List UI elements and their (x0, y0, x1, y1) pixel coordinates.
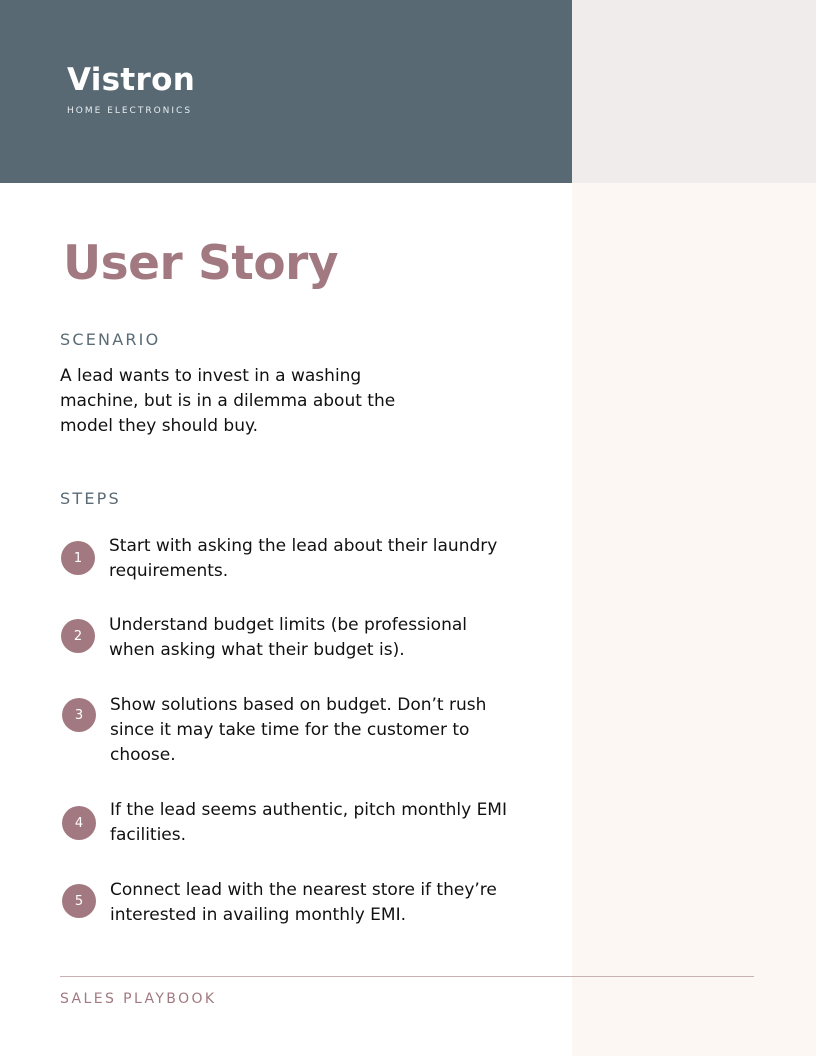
footer-label: SALES PLAYBOOK (60, 991, 217, 1007)
steps-label: STEPS (60, 489, 121, 508)
scenario-text: A lead wants to invest in a washing machine, but is in a dilemma about the model they should buy. (60, 366, 396, 436)
step-text: Understand budget limits (be professional when asking what their budget is). (109, 615, 467, 660)
step-text: If the lead seems authentic, pitch monthly EMI facilities. (110, 800, 507, 845)
step-number-badge: 1 (61, 541, 95, 575)
brand-tagline: HOME ELECTRONICS (67, 106, 193, 116)
step-text: Connect lead with the nearest store if they’re interested in availing monthly EMI. (110, 880, 497, 925)
step-number-badge: 3 (62, 698, 96, 732)
step-number-badge: 4 (62, 806, 96, 840)
step-number-badge: 5 (62, 884, 96, 918)
page-title: User Story (63, 236, 338, 291)
brand-name: Vistron (67, 62, 196, 98)
side-panel (572, 183, 816, 1056)
step-number-badge: 2 (61, 619, 95, 653)
scenario-label: SCENARIO (60, 330, 161, 349)
header-corner-panel (572, 0, 816, 183)
footer-divider (60, 976, 754, 977)
step-text: Show solutions based on budget. Don’t rush since it may take time for the customer to choose. (110, 695, 487, 765)
step-text: Start with asking the lead about their laundry requirements. (109, 536, 498, 581)
